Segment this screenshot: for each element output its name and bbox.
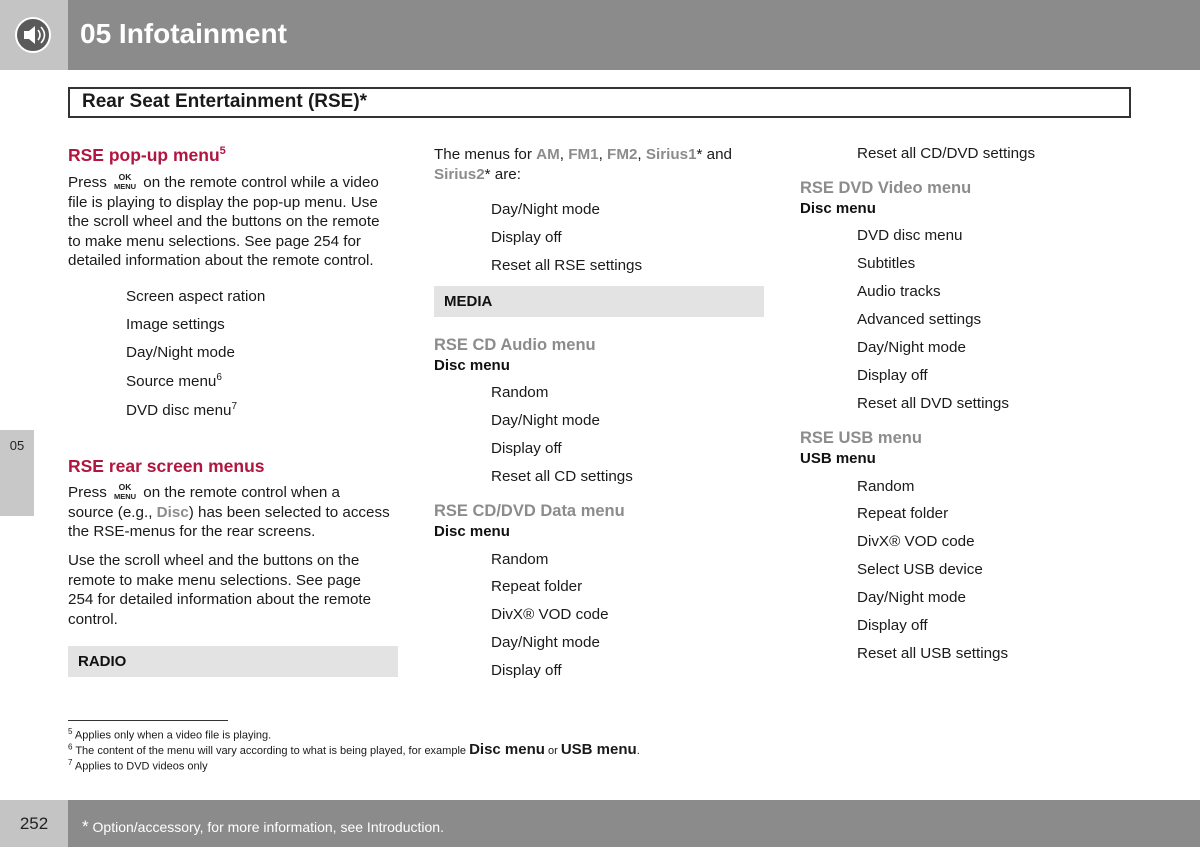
list-item: Advanced settings	[857, 311, 982, 328]
list-item: Random	[491, 384, 549, 401]
usb-menu-subheading: USB menu	[800, 450, 876, 467]
list-item: Reset all CD/DVD settings	[857, 145, 1036, 162]
list-item: Reset all DVD settings	[857, 395, 1009, 412]
list-item: Display off	[491, 229, 562, 246]
list-item: DivX® VOD code	[857, 533, 975, 550]
list-item: Audio tracks	[857, 283, 941, 300]
page-number: 252	[19, 814, 49, 833]
list-item: Display off	[857, 617, 928, 634]
footnote-6: $^6$ The content of the menu will vary according to what is being played, for example Disc menu or USB menu.	[68, 741, 640, 758]
list-item: Screen aspect ration	[126, 288, 266, 305]
chapter-side-tab-label: 05	[9, 438, 25, 453]
svg-text:MENU: MENU	[114, 492, 137, 500]
cd-audio-menu-heading: RSE CD Audio menu	[434, 336, 596, 354]
popup-menu-heading: RSE pop-up menu$^5$	[68, 145, 226, 165]
radio-label: RADIO	[78, 653, 127, 670]
ok-menu-button-icon	[111, 172, 139, 190]
svg-text:OK: OK	[118, 482, 132, 492]
speaker-icon	[14, 16, 52, 54]
list-item: Repeat folder	[857, 505, 949, 522]
media-label: MEDIA	[444, 293, 493, 310]
list-item: Random	[491, 551, 549, 568]
footnote-divider	[68, 720, 228, 721]
list-item: Day/Night mode	[126, 344, 235, 361]
list-item: Reset all USB settings	[857, 645, 1009, 662]
cd-disc-menu-subheading: Disc menu	[434, 357, 510, 374]
list-item: Source menu$^6$	[126, 372, 222, 391]
list-item: Day/Night mode	[491, 634, 600, 651]
menus-intro-paragraph: The menus for AM, FM1, FM2, Sirius1* and Sirius2* are:	[434, 146, 733, 183]
list-item: DivX® VOD code	[491, 606, 609, 623]
list-item: Day/Night mode	[491, 201, 600, 218]
list-item: Day/Night mode	[857, 339, 966, 356]
list-item: DVD disc menu	[857, 227, 963, 244]
usb-menu-heading: RSE USB menu	[800, 429, 922, 447]
list-item: DVD disc menu$^7$	[126, 401, 238, 420]
chapter-title: 05 Infotainment	[80, 18, 287, 49]
list-item: Day/Night mode	[857, 589, 966, 606]
data-disc-menu-subheading: Disc menu	[434, 523, 510, 540]
svg-text:MENU: MENU	[114, 182, 137, 190]
footnote-5: $^5$ Applies only when a video file is playing.	[68, 727, 272, 742]
list-item: Display off	[491, 662, 562, 679]
list-item: Select USB device	[857, 561, 983, 578]
dvd-disc-menu-subheading: Disc menu	[800, 200, 876, 217]
list-item: Image settings	[126, 316, 225, 333]
svg-text:OK: OK	[118, 172, 132, 182]
list-item: Display off	[491, 440, 562, 457]
list-item: Random	[857, 478, 915, 495]
list-item: Reset all CD settings	[491, 468, 633, 485]
scroll-wheel-paragraph: Use the scroll wheel and the buttons on the remote to make menu selections. See page 254 for detailed information about the remote control.	[68, 552, 372, 628]
rear-screen-menus-heading: RSE rear screen menus	[68, 456, 265, 476]
footer-note: * Option/accessory, for more information, see Introduction.	[82, 817, 444, 836]
list-item: Repeat folder	[491, 578, 583, 595]
ok-menu-button-icon	[111, 482, 139, 500]
list-item: Day/Night mode	[491, 412, 600, 429]
list-item: Display off	[857, 367, 928, 384]
list-item: Reset all RSE settings	[491, 257, 643, 274]
list-item: Subtitles	[857, 255, 916, 272]
footnote-7: $^7$ Applies to DVD videos only	[68, 758, 208, 773]
popup-menu-paragraph: Press OK MENU on the remote control while a video file is playing to display the pop-up menu. Use the scroll wheel and the buttons on the remote to make menu selections. See page 254 for detailed information about the remote control.	[68, 172, 380, 270]
section-title: Rear Seat Entertainment (RSE)*	[82, 91, 368, 112]
dvd-video-menu-heading: RSE DVD Video menu	[800, 179, 972, 197]
rear-screen-paragraph: Press OK MENU on the remote control when a source (e.g., Disc) has been selected to access the RSE-menus for the rear screens.	[68, 482, 390, 541]
cd-dvd-data-menu-heading: RSE CD/DVD Data menu	[434, 502, 625, 520]
